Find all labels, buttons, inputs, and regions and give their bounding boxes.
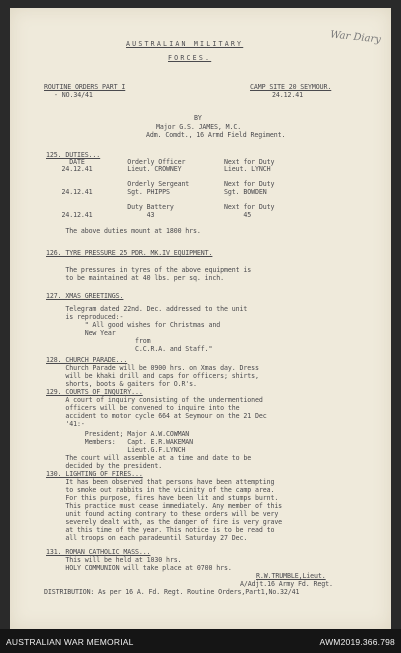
item-line: Members: Capt. E.R.WAKEMAN: [46, 438, 194, 446]
item-title: 127. XMAS GREETINGS.: [46, 292, 124, 300]
item-line: Orderly Sergeant Next for Duty: [46, 180, 275, 188]
orders-title: ROUTINE ORDERS PART I: [44, 83, 126, 91]
item-line: accident to motor cycle 664 at Seymour on the 21 Dec: [46, 412, 267, 420]
location: CAMP SITE 20 SEYMOUR.: [250, 83, 332, 91]
footer-credit: AUSTRALIAN WAR MEMORIAL: [6, 637, 134, 647]
heading-line-2: FORCES.: [168, 54, 212, 62]
by-label: BY: [194, 114, 202, 122]
item-line: The above duties mount at 1800 hrs.: [46, 227, 201, 235]
distribution: DISTRIBUTION: As per 16 A. Fd. Regt. Routine Orders,Part1,No.32/41: [44, 588, 300, 596]
item-line: from: [46, 337, 151, 345]
heading-line-1: AUSTRALIAN MILITARY: [126, 40, 244, 48]
author-unit: Adm. Comdt., 16 Armd Field Regiment.: [146, 131, 286, 139]
item-line: For this purpose, fires have been lit and stumps burnt.: [46, 494, 279, 502]
item-title: 125. DUTIES...: [46, 151, 101, 159]
item-line: It has been observed that persons have been attempting: [46, 478, 275, 486]
item-line: is reproduced:-: [46, 313, 124, 321]
item-line: Duty Battery Next for Duty: [46, 203, 275, 211]
item-line: " All good wishes for Christmas and: [46, 321, 221, 329]
author-name: Major G.S. JAMES, M.C.: [156, 123, 242, 131]
handwritten-note: War Diary: [329, 29, 382, 46]
item-line: severely dealt with, as the danger of fire is very grave: [46, 518, 283, 526]
item-line: to smoke out rabbits in the vicinity of the camp area.: [46, 486, 275, 494]
document-page: [10, 8, 391, 629]
signature-title: A/Adjt.16 Army Fd. Regt.: [240, 580, 333, 588]
order-date: 24.12.41: [272, 91, 303, 99]
signature: R.W.TRUMBLE,Lieut.: [256, 572, 326, 580]
item-line: DATE Orderly Officer Next for Duty: [46, 158, 275, 166]
item-line: 24.12.41 Sgt. PHIPPS Sgt. BOWDEN: [46, 188, 267, 196]
item-line: will be khaki drill and caps for officers; shirts,: [46, 372, 259, 380]
footer-accession-number: AWM2019.366.798: [319, 637, 395, 647]
item-title: 129. COURTS OF INQUIRY...: [46, 388, 143, 396]
item-title: 126. TYRE PRESSURE 25 PDR. MK.IV EQUIPMENT.: [46, 249, 213, 257]
item-line: Lieut.G.F.LYNCH: [46, 446, 186, 454]
item-line: at this time of the year. This notice is to be read to: [46, 526, 275, 534]
item-title: 128. CHURCH PARADE...: [46, 356, 128, 364]
item-line: all troops on each paradeuntil Saturday 27 Dec.: [46, 534, 248, 542]
item-line: C.C.R.A. and Staff.": [46, 345, 213, 353]
item-line: shorts, boots & gaiters for O.R's.: [46, 380, 197, 388]
item-line: decided by the president.: [46, 462, 163, 470]
footer-bar: [0, 629, 401, 653]
orders-number: - NO.34/41: [54, 91, 93, 99]
item-line: The court will assemble at a time and date to be: [46, 454, 252, 462]
item-line: HOLY COMMUNION will take place at 0700 hrs.: [46, 564, 232, 572]
item-line: New Year: [46, 329, 116, 337]
item-line: This practice must cease immediately. Any member of this: [46, 502, 283, 510]
item-line: 24.12.41 Lieut. CROWNEY Lieut. LYNCH: [46, 165, 271, 173]
item-line: Telegram dated 22nd. Dec. addressed to the unit: [46, 305, 248, 313]
item-line: The pressures in tyres of the above equipment is: [46, 266, 252, 274]
item-line: officers will be convened to inquire into the: [46, 404, 240, 412]
item-title: 131. ROMAN CATHOLIC MASS...: [46, 548, 151, 556]
item-line: to be maintained at 40 lbs. per sq. inch.: [46, 274, 225, 282]
item-line: 24.12.41 43 45: [46, 211, 252, 219]
item-line: This will be held at 1030 hrs.: [46, 556, 182, 564]
item-line: unit found acting contrary to these orders will be very: [46, 510, 279, 518]
item-line: Church Parade will be 0900 hrs. on Xmas day. Dress: [46, 364, 259, 372]
item-line: '41:-: [46, 420, 85, 428]
item-line: A court of inquiry consisting of the undermentioned: [46, 396, 263, 404]
item-line: President; Major A.W.COWMAN: [46, 430, 190, 438]
item-title: 130. LIGHTING OF FIRES...: [46, 470, 143, 478]
